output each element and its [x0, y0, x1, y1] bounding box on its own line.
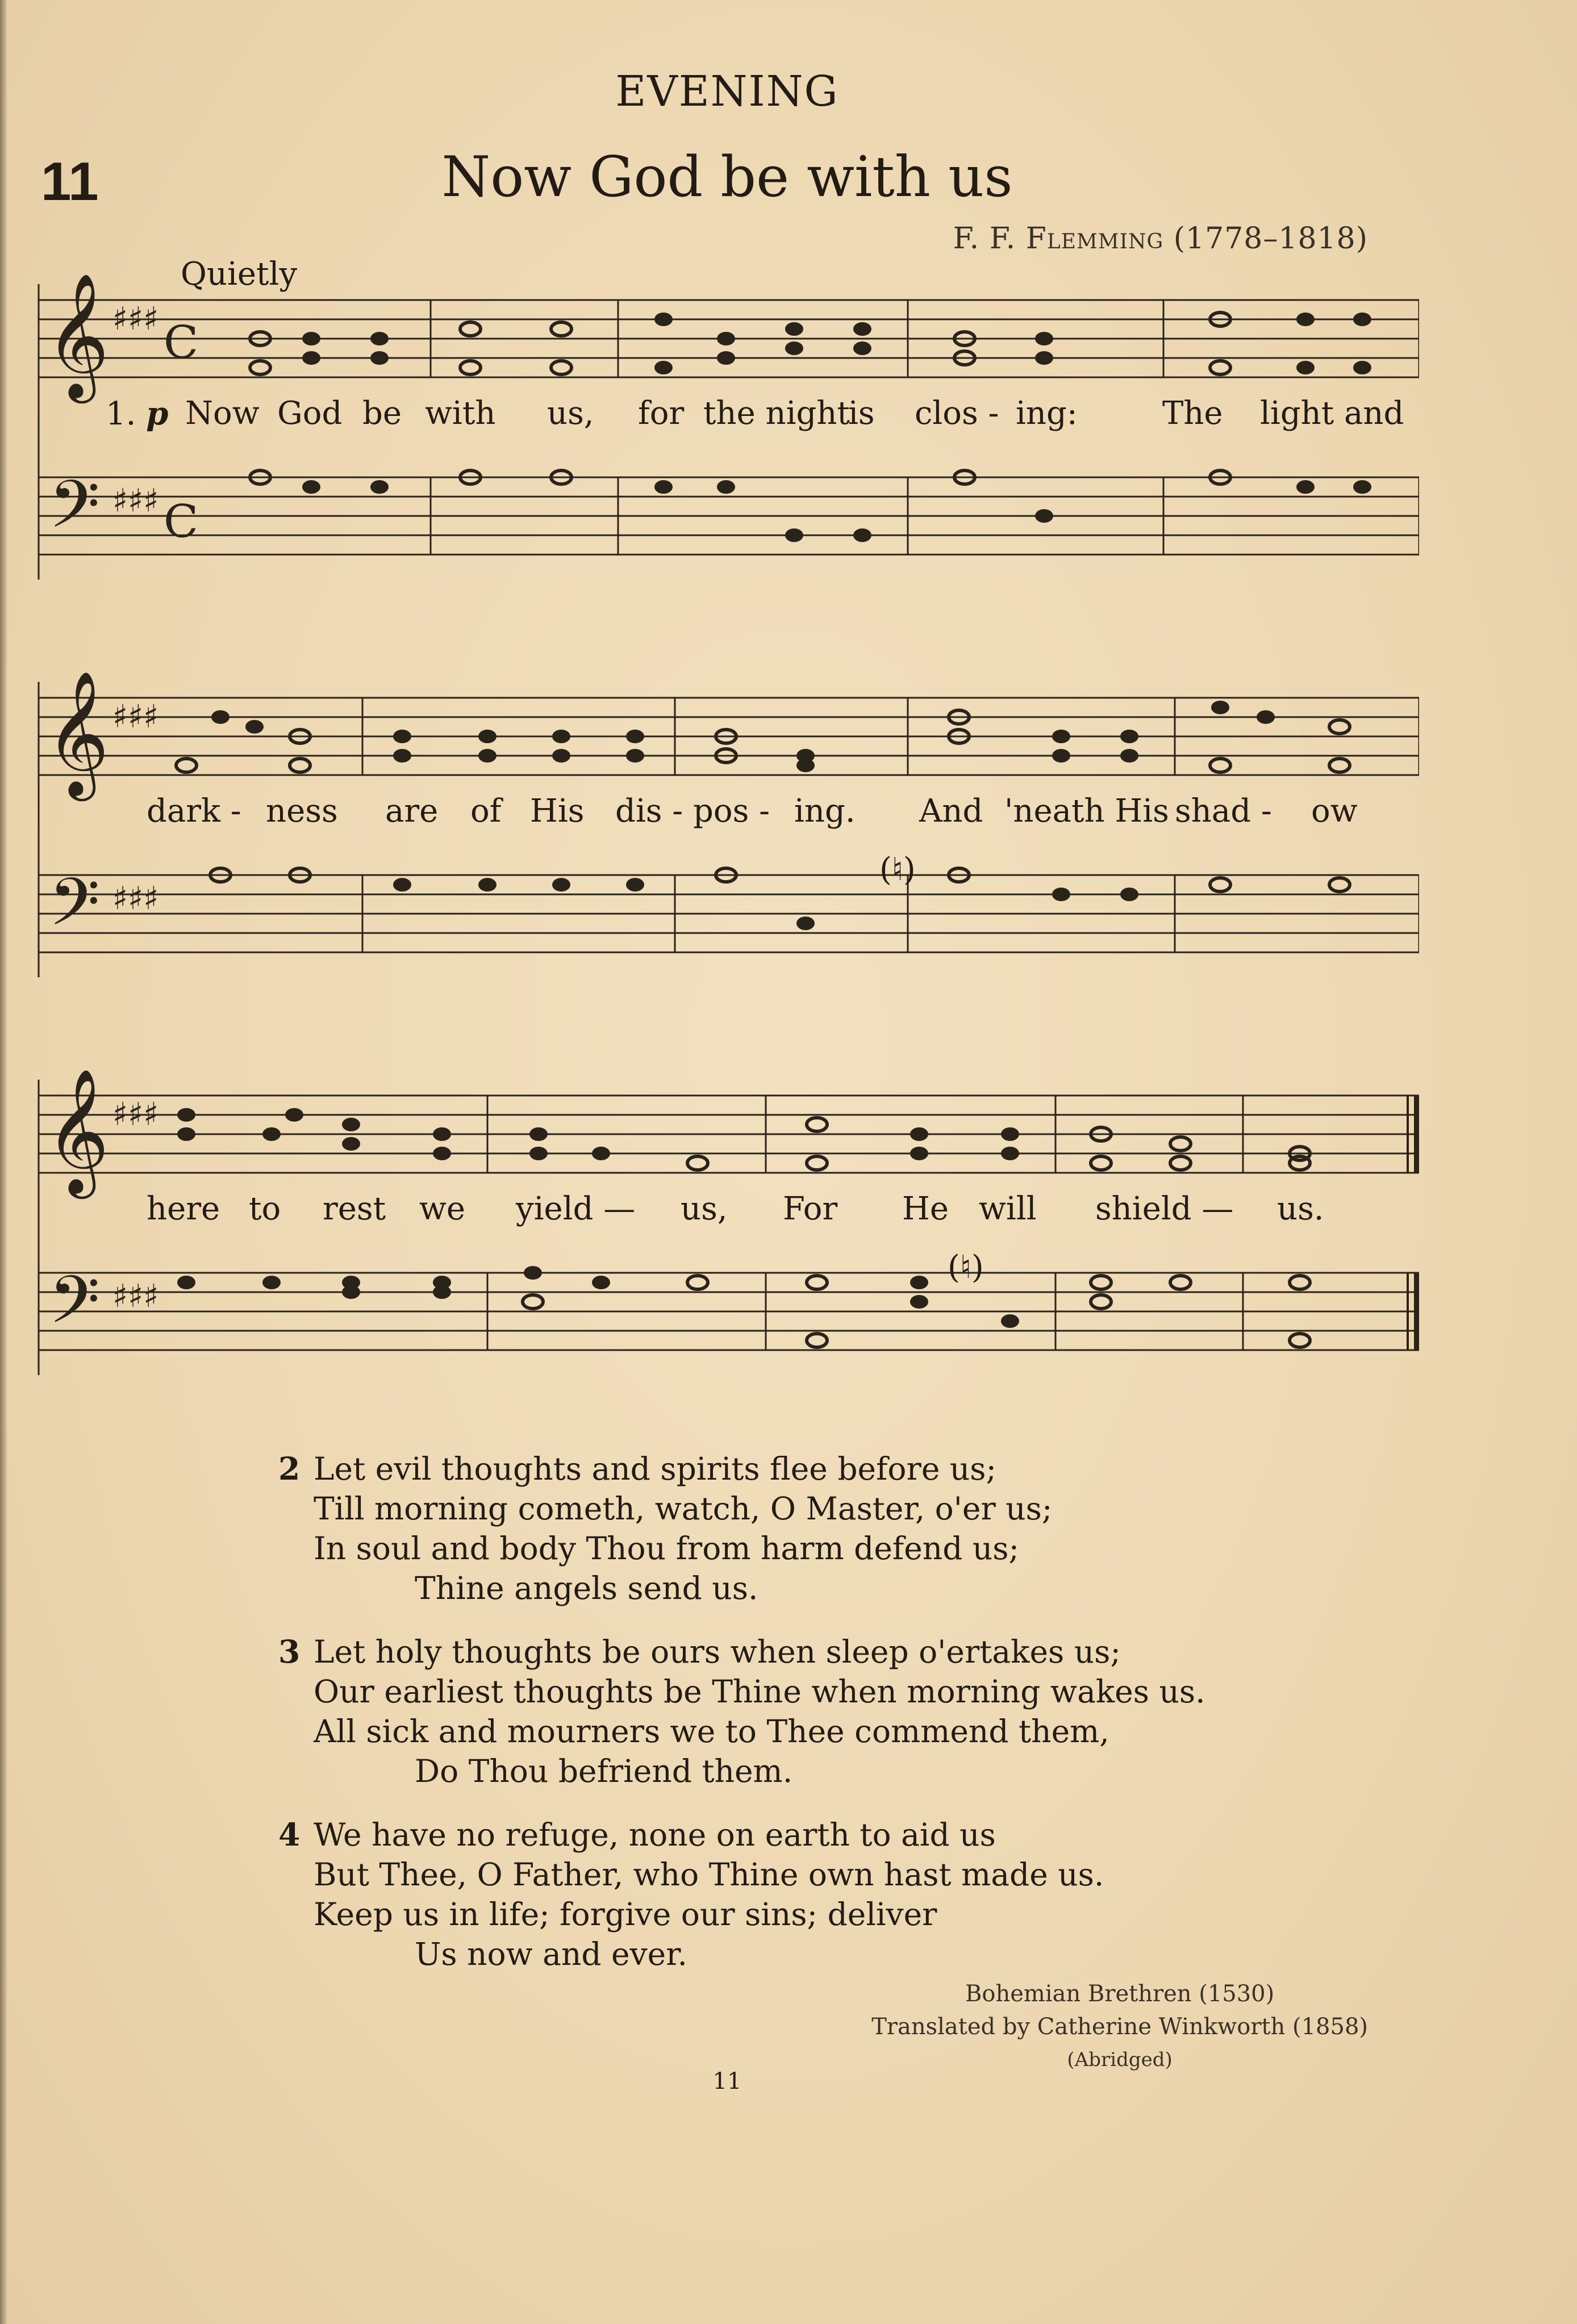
stanza-line: In soul and body Thou from harm defend us; — [314, 1530, 1020, 1567]
stanza-number: 2 — [278, 1450, 301, 1487]
lyric-syllable: God — [277, 395, 343, 432]
stanza-line: Till morning cometh, watch, O Master, o'er us; — [314, 1490, 1053, 1527]
lyric-syllable: us, — [681, 1190, 728, 1227]
lyric-syllable: ow — [1311, 793, 1358, 830]
lyric-syllable: rest — [323, 1190, 386, 1227]
source-credit: Bohemian Brethren (1530) — [965, 1981, 1275, 2007]
lyric-syllable: us, — [547, 395, 594, 432]
hymn-number: 11 — [41, 151, 99, 212]
lyric-syllable: for — [638, 395, 685, 432]
lyric-syllable: ing: — [1016, 395, 1078, 432]
abridged-note: (Abridged) — [1067, 2048, 1173, 2071]
lyric-syllable: the night — [703, 395, 850, 432]
key-signature-icon: ♯♯♯ — [112, 698, 159, 735]
section-heading: EVENING — [615, 67, 839, 116]
staff-system-2-graphic — [33, 670, 1419, 1000]
lyric-syllable: is — [848, 395, 875, 432]
lyric-syllable: dis - pos - — [615, 793, 770, 830]
lyric-syllable: us. — [1277, 1190, 1324, 1227]
stanza-4 — [278, 1815, 1205, 1974]
stanza-line: But Thee, O Father, who Thine own hast made us. — [314, 1856, 1104, 1893]
key-signature-icon: ♯♯♯ — [112, 301, 159, 338]
lyric-syllable: dark - — [147, 793, 241, 830]
bass-clef-icon: 𝄢 — [49, 467, 101, 559]
tempo-marking: Quietly — [181, 256, 298, 293]
page-number: 11 — [712, 2068, 742, 2094]
key-signature-icon: ♯♯♯ — [112, 1278, 159, 1315]
lyric-syllable: shad - — [1175, 793, 1272, 830]
bass-clef-icon: 𝄢 — [49, 1262, 101, 1355]
stanza-2 — [278, 1449, 1205, 1608]
stanza-line — [278, 1632, 1205, 1672]
common-time-icon: C — [164, 316, 199, 369]
stanza-text: Let evil thoughts and spirits flee before us; — [314, 1451, 997, 1487]
key-signature-icon: ♯♯♯ — [112, 880, 159, 917]
lyric-syllable: ing. — [794, 793, 856, 830]
lyric-syllable: Now — [185, 395, 260, 432]
music-system-3 — [33, 1068, 1419, 1398]
stanza-line: Do Thou befriend them. — [415, 1753, 793, 1789]
bass-clef-icon: 𝄢 — [49, 864, 101, 957]
lyric-syllable: And — [919, 793, 983, 830]
hymn-title: Now God be with us — [441, 145, 1013, 210]
lyric-verse-number — [106, 395, 168, 432]
staff-system-1-graphic — [33, 273, 1419, 602]
page-edge — [0, 0, 7, 2324]
lyric-syllable: to — [249, 1190, 281, 1227]
composer-dates: (1778–1818) — [1173, 222, 1368, 256]
lyric-syllable: be — [362, 395, 402, 432]
lyric-syllable: He — [902, 1190, 949, 1227]
lyric-syllable: His — [530, 793, 585, 830]
composer-surname: Flemming — [1025, 222, 1164, 256]
lyric-syllable: are — [385, 793, 439, 830]
natural-sign: (♮) — [948, 1249, 984, 1286]
lyric-syllable: shield — — [1095, 1190, 1234, 1227]
stanza-number: 3 — [278, 1633, 301, 1670]
treble-clef-icon: 𝄞 — [45, 670, 110, 796]
staff-system-3-graphic — [33, 1068, 1419, 1398]
music-system-2 — [33, 670, 1419, 1000]
lyric-syllable: light and — [1260, 395, 1404, 432]
stanza-line: Thine angels send us. — [415, 1570, 758, 1606]
stanza-line: Keep us in life; forgive our sins; deliver — [314, 1896, 937, 1932]
common-time-icon: C — [164, 495, 199, 548]
lyric-syllable: yield — — [516, 1190, 636, 1227]
lyric-syllable: will — [979, 1190, 1037, 1227]
key-signature-icon: ♯♯♯ — [112, 1096, 159, 1133]
lyric-syllable: with — [425, 395, 496, 432]
lyric-syllable: we — [419, 1190, 466, 1227]
verse-number: 1. — [106, 395, 136, 432]
stanza-text: We have no refuge, none on earth to aid us — [314, 1817, 996, 1853]
dynamic-marking: p — [146, 395, 169, 432]
composer-initials: F. F. — [953, 222, 1016, 256]
translator-credit: Translated by Catherine Winkworth (1858) — [871, 2014, 1368, 2040]
treble-clef-icon: 𝄞 — [45, 1068, 110, 1193]
treble-clef-icon: 𝄞 — [45, 273, 110, 398]
stanza-text: Let holy thoughts be ours when sleep o'ertakes us; — [314, 1634, 1121, 1670]
lyric-syllable: For — [783, 1190, 838, 1227]
stanza-number: 4 — [278, 1816, 301, 1853]
music-system-1 — [33, 273, 1419, 602]
lyric-syllable: The — [1162, 395, 1223, 432]
stanza-line: Our earliest thoughts be Thine when morning wakes us. — [314, 1673, 1205, 1710]
lyric-syllable: of — [470, 793, 502, 830]
stanza-line: All sick and mourners we to Thee commend them, — [314, 1713, 1109, 1750]
stanza-line: Us now and ever. — [415, 1936, 687, 1972]
lyric-syllable: here — [147, 1190, 220, 1227]
natural-sign: (♮) — [879, 851, 916, 888]
stanza-3 — [278, 1632, 1205, 1791]
key-signature-icon: ♯♯♯ — [112, 482, 159, 519]
lyric-syllable: 'neath His — [1004, 793, 1169, 830]
lyric-syllable: clos - — [915, 395, 999, 432]
lyric-syllable: ness — [266, 793, 338, 830]
text-credits — [871, 1977, 1368, 2076]
composer-credit — [953, 222, 1368, 256]
stanzas — [278, 1449, 1205, 1998]
stanza-line — [278, 1815, 1205, 1855]
stanza-line — [278, 1449, 1205, 1489]
